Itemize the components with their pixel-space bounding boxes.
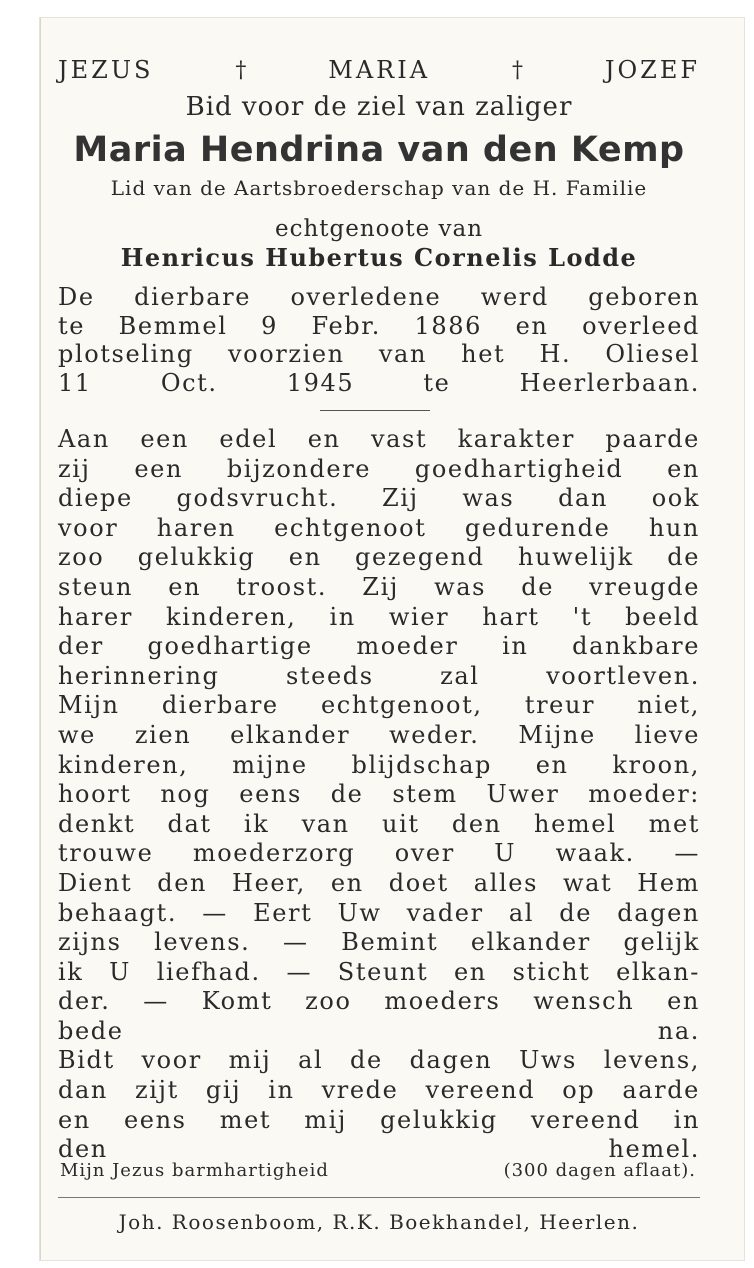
indulgence-note: (300 dagen aflaat). — [503, 1160, 696, 1181]
birth-line: De dierbare overledene werd geboren — [58, 283, 700, 311]
birth-line: plotseling voorzien van het H. Oliesel — [58, 340, 700, 369]
tribute-line: trouwe moederzorg over U waak. — — [58, 839, 700, 868]
birth-line: 11 Oct. 1945 te Heerlerbaan. — [58, 369, 700, 398]
tribute-line: denkt dat ik van uit den hemel met — [58, 809, 700, 838]
tribute-line: en eens met mij gelukkig vereend in — [58, 1105, 700, 1134]
tribute-line: herinnering steeds zal voortleven. — [58, 661, 700, 690]
tribute-line: ik U liefhad. — Steunt en sticht elkan- — [58, 957, 700, 986]
tribute-line: Bidt voor mij al de dagen Uws levens, — [58, 1046, 700, 1075]
membership-line: Lid van de Aartsbroederschap van de H. Familie — [110, 176, 648, 200]
tribute-line: der goedhartige moeder in dankbare — [58, 632, 700, 661]
tribute-line: we zien elkander weder. Mijne lieve — [58, 720, 700, 749]
footer-divider — [58, 1197, 700, 1198]
devotional-header — [58, 56, 700, 84]
prayer-line: Bid voor de ziel van zaliger — [185, 92, 573, 122]
card-edge — [40, 18, 41, 1260]
tribute-line: harer kinderen, in wier hart 't beeld — [58, 602, 700, 631]
cross-icon: † — [235, 57, 247, 83]
tribute-line: zoo gelukkig en gezegend huwelijk de — [58, 543, 700, 572]
birth-death-paragraph — [58, 283, 700, 398]
tribute-paragraph — [58, 425, 700, 1165]
header-jezus: JEZUS — [58, 56, 154, 84]
cross-icon: † — [511, 57, 523, 83]
indulgence-text: Mijn Jezus barmhartigheid — [60, 1160, 329, 1181]
printer-imprint: Joh. Roosenboom, R.K. Boekhandel, Heerlen. — [118, 1210, 640, 1234]
tribute-line: Mijn dierbare echtgenoot, treur niet, — [58, 691, 700, 720]
tribute-line: Aan een edel en vast karakter paarde — [58, 425, 700, 453]
tribute-line: zijns levens. — Bemint elkander gelijk — [58, 928, 700, 957]
tribute-line: Dient den Heer, en doet alles wat Hem — [58, 868, 700, 897]
spouse-name: Henricus Hubertus Cornelis Lodde — [120, 243, 638, 272]
tribute-line: zij een bijzondere goedhartigheid en — [58, 454, 700, 483]
tribute-line: der. — Komt zoo moeders wensch en — [58, 987, 700, 1016]
header-jozef: JOZEF — [604, 56, 700, 84]
birth-line: te Bemmel 9 Febr. 1886 en overleed — [58, 311, 700, 340]
tribute-line: hoort nog eens de stem Uwer moeder: — [58, 780, 700, 809]
header-maria: MARIA — [328, 56, 431, 84]
divider — [320, 410, 430, 411]
spouse-label: echtgenoote van — [274, 216, 484, 242]
tribute-line: behaagt. — Eert Uw vader al de dagen — [58, 898, 700, 927]
tribute-line: diepe godsvrucht. Zij was dan ook — [58, 484, 700, 513]
tribute-line: dan zijt gij in vrede vereend op aarde — [58, 1076, 700, 1105]
deceased-name: Maria Hendrina van den Kemp — [73, 130, 685, 170]
tribute-line: voor haren echtgenoot gedurende hun — [58, 513, 700, 542]
tribute-line: bede na. — [58, 1016, 700, 1045]
tribute-line: steun en troost. Zij was de vreugde — [58, 572, 700, 601]
tribute-line: kinderen, mijne blijdschap en kroon, — [58, 750, 700, 779]
tribute-line: den hemel. — [58, 1135, 700, 1164]
indulgence-prayer — [60, 1160, 696, 1181]
